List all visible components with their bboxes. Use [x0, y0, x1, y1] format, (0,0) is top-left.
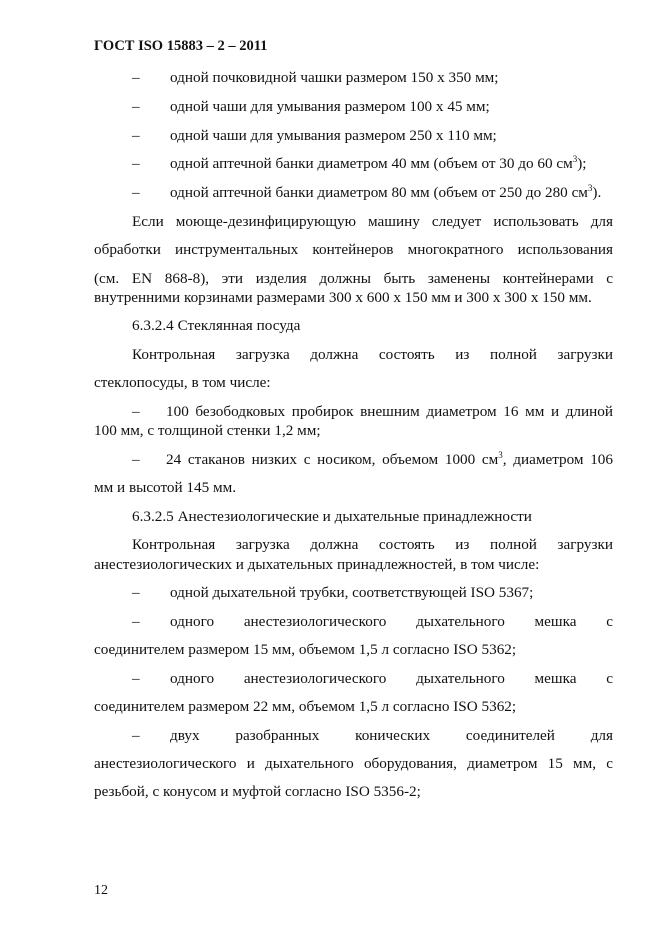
- paragraph-line: (см. EN 868-8), эти изделия должны быть заменены контейнерами с: [94, 270, 613, 287]
- paragraph-line: Если моюще-дезинфицирующую машину следует использовать для: [132, 213, 613, 230]
- list-item-continuation: анестезиологического и дыхательного оборудования, диаметром 15 мм, с: [94, 755, 613, 772]
- section-heading: 6.3.2.5 Анестезиологические и дыхательные принадлежности: [132, 508, 532, 525]
- paragraph-line: внутренними корзинами размерами 300 х 600 х 150 мм и 300 х 300 х 150 мм.: [94, 289, 592, 306]
- list-item: – одной чаши для умывания размером 100 х 45 мм;: [132, 98, 490, 115]
- list-item-continuation: 100 мм, с толщиной стенки 1,2 мм;: [94, 422, 321, 439]
- list-item-continuation: соединителем размером 15 мм, объемом 1,5 л согласно ISO 5362;: [94, 641, 517, 658]
- paragraph-line: обработки инструментальных контейнеров многократного использования: [94, 241, 613, 258]
- paragraph-line: Контрольная загрузка должна состоять из полной загрузки: [132, 536, 613, 553]
- list-item: – одного анестезиологического дыхательного мешка с: [132, 670, 613, 687]
- list-item: – 100 безободковых пробирок внешним диаметром 16 мм и длиной: [132, 403, 613, 420]
- list-item: – одной дыхательной трубки, соответствующей ISO 5367;: [132, 584, 534, 601]
- list-item: – одного анестезиологического дыхательного мешка с: [132, 613, 613, 630]
- list-item: – одной аптечной банки диаметром 40 мм (объем от 30 до 60 $см^3$);: [132, 154, 587, 172]
- list-item-continuation: мм и высотой 145 мм.: [94, 479, 237, 496]
- paragraph-line: анестезиологических и дыхательных принадлежностей, в том числе:: [94, 556, 540, 573]
- list-item: – одной аптечной банки диаметром 80 мм (объем от 250 до 280 $см^3$).: [132, 183, 602, 201]
- list-item: – одной почковидной чашки размером 150 х 350 мм;: [132, 69, 499, 86]
- paragraph-line: Контрольная загрузка должна состоять из полной загрузки: [132, 346, 613, 363]
- section-heading: 6.3.2.4 Стеклянная посуда: [132, 317, 301, 334]
- paragraph-line: стеклопосуды, в том числе:: [94, 374, 271, 391]
- page-number: 12: [94, 883, 108, 898]
- document-header: ГОСТ ISO 15883 – 2 – 2011: [94, 38, 268, 54]
- list-item-continuation: резьбой, с конусом и муфтой согласно ISO 5356-2;: [94, 783, 421, 800]
- list-item: – двух разобранных конических соединителей для: [132, 727, 613, 744]
- list-item: – 24 стаканов низких с носиком, объемом 1000 $см^3$, диаметром 106: [132, 450, 613, 468]
- list-item-continuation: соединителем размером 22 мм, объемом 1,5 л согласно ISO 5362;: [94, 698, 517, 715]
- list-item: – одной чаши для умывания размером 250 х 110 мм;: [132, 127, 497, 144]
